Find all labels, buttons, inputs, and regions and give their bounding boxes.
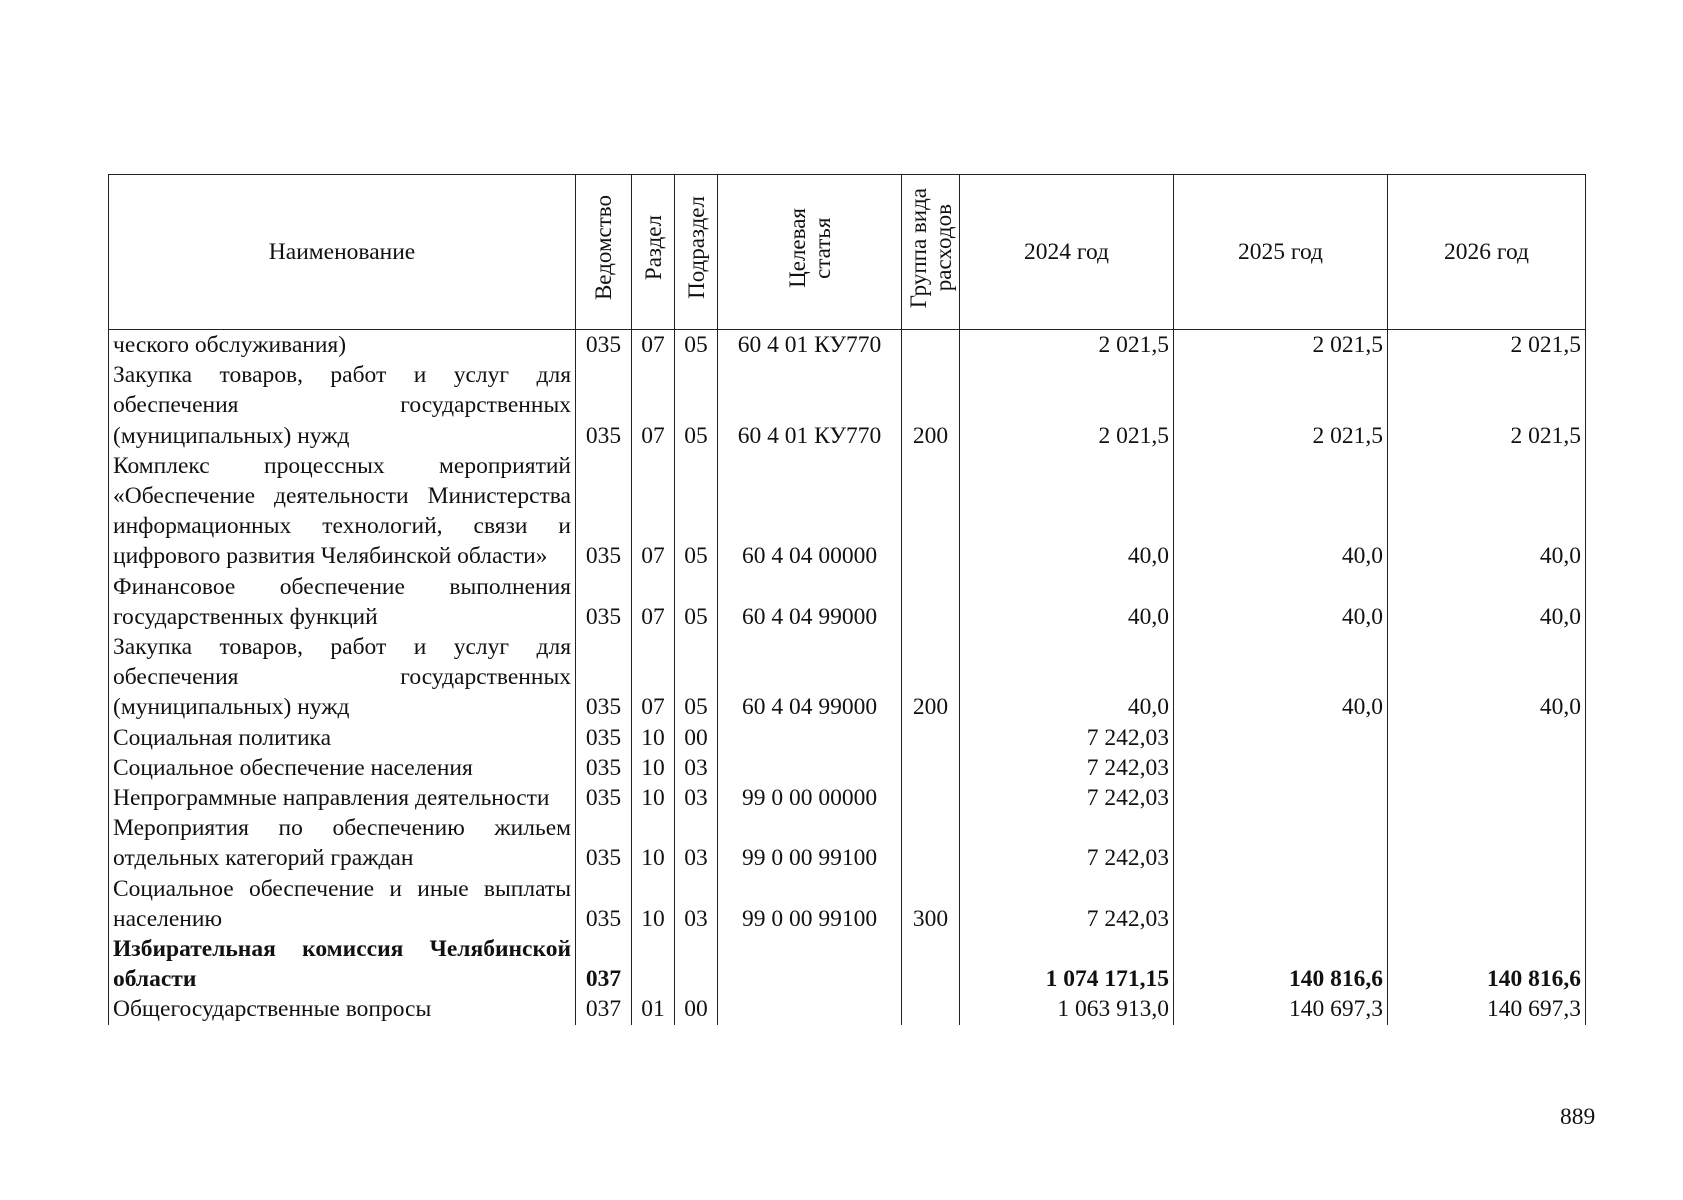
cell-2024: 7 242,03 <box>960 813 1174 873</box>
cell-section <box>632 934 675 994</box>
cell-2026 <box>1388 783 1586 813</box>
cell-dept: 035 <box>576 330 632 361</box>
cell-2025: 40,0 <box>1174 451 1388 572</box>
cell-section: 07 <box>632 360 675 451</box>
cell-2024: 7 242,03 <box>960 723 1174 753</box>
cell-subsection: 03 <box>675 783 718 813</box>
cell-2026: 40,0 <box>1388 632 1586 723</box>
cell-target: 60 4 04 99000 <box>718 572 902 632</box>
cell-group: 200 <box>902 632 960 723</box>
page-number: 889 <box>1560 1104 1596 1130</box>
cell-target <box>718 934 902 994</box>
header-name: Наименование <box>109 175 576 330</box>
cell-2024: 40,0 <box>960 572 1174 632</box>
cell-2024: 7 242,03 <box>960 753 1174 783</box>
cell-target: 60 4 01 КУ770 <box>718 360 902 451</box>
cell-2024: 2 021,5 <box>960 360 1174 451</box>
cell-2025 <box>1174 753 1388 783</box>
cell-2026: 140 697,3 <box>1388 994 1586 1024</box>
cell-section: 10 <box>632 813 675 873</box>
cell-2025: 40,0 <box>1174 572 1388 632</box>
table-row <box>109 451 1586 572</box>
cell-subsection: 05 <box>675 330 718 361</box>
cell-dept: 035 <box>576 632 632 723</box>
cell-name: Социальное обеспечение и иные выплаты населению <box>109 874 576 934</box>
cell-2024: 2 021,5 <box>960 330 1174 361</box>
cell-name: Избирательная комиссия Челябинской области <box>109 934 576 994</box>
cell-name: Закупка товаров, работ и услуг для обеспечения государственных (муниципальных) нужд <box>109 632 576 723</box>
table-row <box>109 813 1586 873</box>
cell-target <box>718 723 902 753</box>
cell-name: Социальная политика <box>109 723 576 753</box>
table-row <box>109 632 1586 723</box>
cell-2026: 40,0 <box>1388 572 1586 632</box>
cell-dept: 035 <box>576 783 632 813</box>
cell-2024: 40,0 <box>960 632 1174 723</box>
header-subsection: Подраздел <box>675 175 718 330</box>
cell-section: 10 <box>632 753 675 783</box>
cell-target: 99 0 00 99100 <box>718 874 902 934</box>
cell-section: 10 <box>632 874 675 934</box>
table-row <box>109 934 1586 994</box>
cell-2026 <box>1388 874 1586 934</box>
cell-subsection: 03 <box>675 874 718 934</box>
cell-section: 07 <box>632 330 675 361</box>
cell-target: 60 4 01 КУ770 <box>718 330 902 361</box>
cell-group <box>902 451 960 572</box>
cell-target <box>718 753 902 783</box>
cell-subsection: 05 <box>675 632 718 723</box>
header-2024: 2024 год <box>960 175 1174 330</box>
cell-2026: 140 816,6 <box>1388 934 1586 994</box>
cell-subsection <box>675 934 718 994</box>
cell-subsection: 05 <box>675 360 718 451</box>
cell-2025 <box>1174 874 1388 934</box>
cell-2024: 40,0 <box>960 451 1174 572</box>
cell-dept: 035 <box>576 723 632 753</box>
cell-group <box>902 783 960 813</box>
cell-2026 <box>1388 813 1586 873</box>
cell-2024: 7 242,03 <box>960 783 1174 813</box>
cell-subsection: 05 <box>675 572 718 632</box>
table-row <box>109 994 1586 1024</box>
cell-dept: 037 <box>576 934 632 994</box>
cell-group: 200 <box>902 360 960 451</box>
header-target: Целевая статья <box>718 175 902 330</box>
table-row <box>109 572 1586 632</box>
cell-subsection: 03 <box>675 813 718 873</box>
cell-name: Общегосударственные вопросы <box>109 994 576 1024</box>
cell-section: 01 <box>632 994 675 1024</box>
cell-dept: 035 <box>576 874 632 934</box>
table-row <box>109 360 1586 451</box>
table-row <box>109 783 1586 813</box>
table-row <box>109 330 1586 361</box>
cell-group <box>902 330 960 361</box>
cell-group <box>902 753 960 783</box>
cell-name: Социальное обеспечение населения <box>109 753 576 783</box>
cell-group <box>902 572 960 632</box>
cell-subsection: 00 <box>675 994 718 1024</box>
cell-section: 07 <box>632 632 675 723</box>
cell-target: 99 0 00 99100 <box>718 813 902 873</box>
cell-2025: 140 697,3 <box>1174 994 1388 1024</box>
cell-name: Непрограммные направления деятельности <box>109 783 576 813</box>
cell-group <box>902 994 960 1024</box>
cell-2026: 40,0 <box>1388 451 1586 572</box>
cell-target: 99 0 00 00000 <box>718 783 902 813</box>
cell-2025 <box>1174 783 1388 813</box>
cell-section: 07 <box>632 572 675 632</box>
cell-section: 07 <box>632 451 675 572</box>
table-row <box>109 874 1586 934</box>
cell-target: 60 4 04 00000 <box>718 451 902 572</box>
cell-dept: 035 <box>576 813 632 873</box>
cell-target <box>718 994 902 1024</box>
cell-2024: 7 242,03 <box>960 874 1174 934</box>
header-2026: 2026 год <box>1388 175 1586 330</box>
cell-group: 300 <box>902 874 960 934</box>
cell-section: 10 <box>632 783 675 813</box>
cell-2025: 2 021,5 <box>1174 360 1388 451</box>
cell-2024: 1 063 913,0 <box>960 994 1174 1024</box>
cell-2025 <box>1174 813 1388 873</box>
cell-2025: 2 021,5 <box>1174 330 1388 361</box>
cell-name: Финансовое обеспечение выполнения государственных функций <box>109 572 576 632</box>
cell-group <box>902 934 960 994</box>
cell-dept: 035 <box>576 753 632 783</box>
header-2025: 2025 год <box>1174 175 1388 330</box>
header-group: Группа вида расходов <box>902 175 960 330</box>
cell-2025 <box>1174 723 1388 753</box>
cell-2026 <box>1388 723 1586 753</box>
budget-table <box>108 174 1586 1025</box>
cell-name: Мероприятия по обеспечению жильем отдельных категорий граждан <box>109 813 576 873</box>
cell-dept: 035 <box>576 572 632 632</box>
cell-2026: 2 021,5 <box>1388 360 1586 451</box>
table-row <box>109 753 1586 783</box>
cell-name: Закупка товаров, работ и услуг для обеспечения государственных (муниципальных) нужд <box>109 360 576 451</box>
cell-name: Комплекс процессных мероприятий «Обеспечение деятельности Министерства информационных технологий, связи и цифрового развития Челябинской области» <box>109 451 576 572</box>
cell-subsection: 05 <box>675 451 718 572</box>
cell-dept: 037 <box>576 994 632 1024</box>
cell-group <box>902 723 960 753</box>
cell-dept: 035 <box>576 451 632 572</box>
table-row <box>109 723 1586 753</box>
cell-2025: 40,0 <box>1174 632 1388 723</box>
cell-subsection: 00 <box>675 723 718 753</box>
cell-2026: 2 021,5 <box>1388 330 1586 361</box>
header-section: Раздел <box>632 175 675 330</box>
cell-2024: 1 074 171,15 <box>960 934 1174 994</box>
table-body <box>109 330 1586 1025</box>
cell-2026 <box>1388 753 1586 783</box>
cell-2025: 140 816,6 <box>1174 934 1388 994</box>
header-dept: Ведомство <box>576 175 632 330</box>
cell-dept: 035 <box>576 360 632 451</box>
cell-section: 10 <box>632 723 675 753</box>
table-header <box>109 175 1586 330</box>
cell-group <box>902 813 960 873</box>
cell-name: ческого обслуживания) <box>109 330 576 361</box>
cell-target: 60 4 04 99000 <box>718 632 902 723</box>
cell-subsection: 03 <box>675 753 718 783</box>
